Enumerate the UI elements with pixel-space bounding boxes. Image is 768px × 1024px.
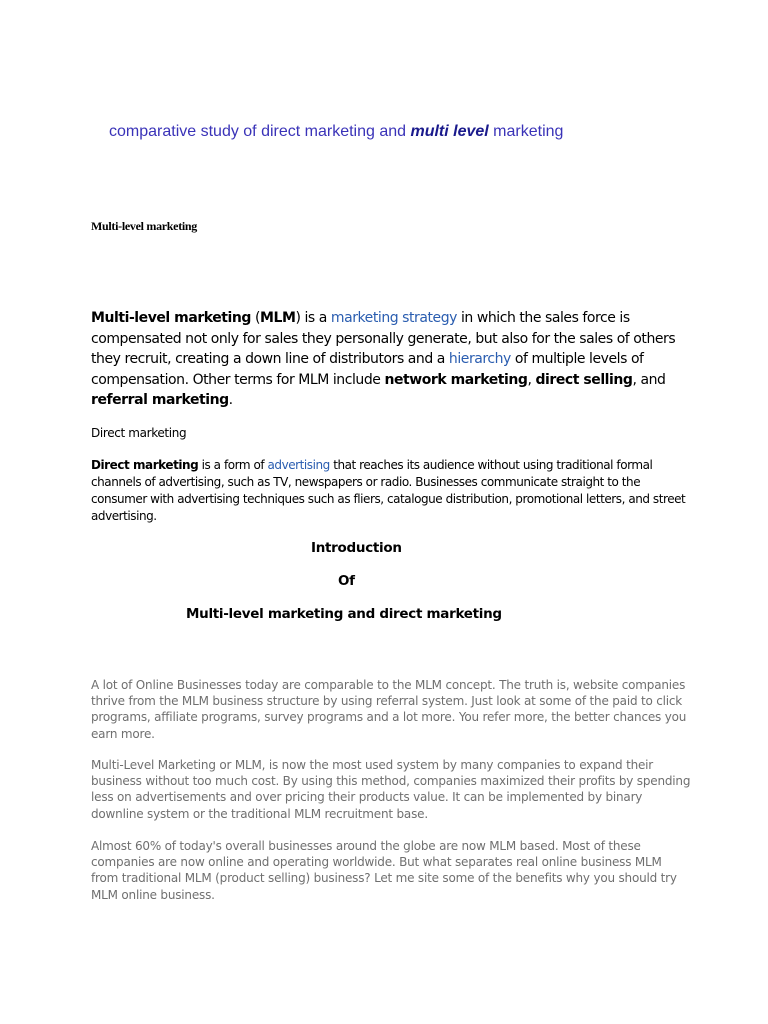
term-direct-selling: direct selling <box>535 371 633 388</box>
title-text-1: comparative study of direct marketing and <box>109 123 411 140</box>
direct-marketing-term: Direct marketing <box>91 458 199 472</box>
text-fragment: that reaches its audience without using traditional formal channels of advertising, such as TV, newspapers or radio. Businesses communicate straight to the consumer with advertising techniques such as fliers, catalogue distribution, promotional letters, and street advertising. <box>91 458 686 523</box>
mlm-abbr: MLM <box>260 310 296 326</box>
text-fragment: of multiple levels of compensation. Other terms for MLM include <box>91 351 644 388</box>
heading-of: Of <box>338 573 355 589</box>
heading-multi-level-marketing: Multi-level marketing <box>91 219 198 233</box>
title-text-2: marketing <box>488 123 564 140</box>
link-advertising[interactable]: advertising <box>267 458 330 472</box>
term-referral-marketing: referral marketing <box>91 392 229 408</box>
text-fragment: , <box>527 371 536 388</box>
heading-direct-marketing: Direct marketing <box>91 426 187 440</box>
heading-introduction: Introduction <box>311 540 402 556</box>
mlm-definition-paragraph <box>91 308 691 411</box>
body-paragraph-1: A lot of Online Businesses today are comparable to the MLM concept. The truth is, website companies thrive from the MLM business structure by using referral system. Just look at some of the paid to click programs, affiliate programs, survey programs and a lot more. You refer more, the better chances you earn more. <box>91 678 687 741</box>
text-fragment: in which the sales force is compensated not only for sales they personally generate, but also for the sales of others they recruit, creating a down line of distributors and a <box>91 310 676 367</box>
text-fragment: . <box>228 392 233 408</box>
mlm-term: Multi-level marketing <box>91 310 251 326</box>
link-hierarchy[interactable]: hierarchy <box>448 351 511 367</box>
body-paragraph-2: Multi-Level Marketing or MLM, is now the most used system by many companies to expand their business without too much cost. By using this method, companies maximized their profits by spending less on advertisements and over pricing their products value. It can be implemented by binary downline system or the traditional MLM recruitment base. <box>91 758 691 821</box>
text-fragment: , and <box>632 371 666 388</box>
heading-subject: Multi-level marketing and direct marketing <box>186 606 502 622</box>
document-title <box>109 123 563 141</box>
direct-marketing-paragraph <box>91 457 691 525</box>
text-fragment: is a form of <box>198 458 268 472</box>
text-fragment: ( <box>251 310 261 326</box>
term-network-marketing: network marketing <box>384 371 528 388</box>
text-fragment: ) is a <box>295 310 331 326</box>
body-paragraph-3: Almost 60% of today's overall businesses around the globe are now MLM based. Most of these companies are now online and operating worldwide. But what separates real online business MLM from traditional MLM (product selling) business? Let me site some of the benefits why you should try MLM online business. <box>91 839 677 902</box>
title-emphasis: multi level <box>410 123 489 140</box>
link-marketing-strategy[interactable]: marketing strategy <box>330 310 457 326</box>
